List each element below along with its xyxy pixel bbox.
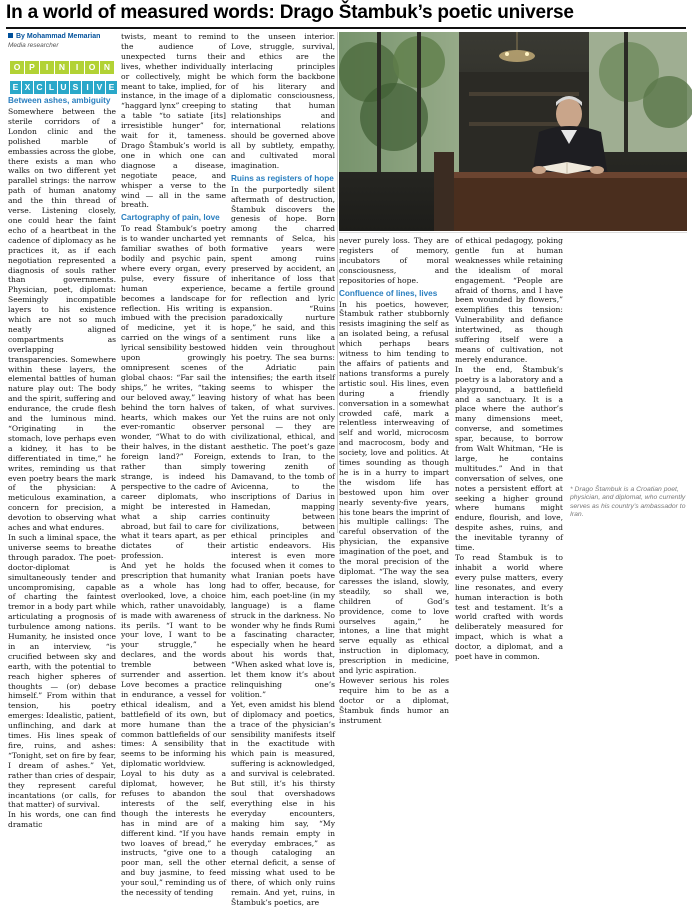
badge-letter: I	[70, 61, 84, 74]
badge-letter: I	[82, 81, 93, 94]
paragraph: In the end, Štambuk’s poetry is a laboratory and a playground, a battlefield and a sanctuary. It is a place where the author’s many dimensions meet, converse, and sometimes spar, because, to borrow from Walt Whitman, “He is large, he contains multitudes.” And in that conversation of selves, one notes a persistent effort at seeking a higher ground where humans might endure, flourish, and love, despite ashes, ruins, and the inevitable tyranny of time.	[455, 364, 563, 553]
paragraph: In his words, one can find dramatic	[8, 810, 116, 830]
paragraph: to the unseen interior. Love, struggle, survival, and ethics are the interlacing principles which form the backbone of his literary and diplomatic consciousness, stating that human relationships and international relations should be governed above all by subtlety, empathy, and cultivated moral imagination.	[231, 32, 335, 170]
paragraph: Somewhere between the sterile corridors of a London clinic and the polished marble of embassies across the globe, there exists a man who walks on two different yet parallel strings: the narrow path of human anatomy and the thin thread of verse. Listening closely, one could hear the faint echo of a heartbeat in the cadence of diplomacy as he practices it, as if each negotiation represented a diagnosis of souls rather than governments. Physician, poet, diplomat: Seemingly incompatible layers to his existence which are not so much neatly aligned compartments as overlapping transparencies. Somewhere within these layers, the elemental battles of human nature play out: The body and the spirit, suffering and endurance, the crude flesh and the luminous mind. “Originating in the stomach, love perhaps even a kidney, it has to be differentiated in time,” he writes, reminding us that even poetry bears the mark of the physician: A meticulous examination, a concern for precision, a devotion to observing what aches and what endures.	[8, 107, 116, 533]
badge-letter: C	[34, 81, 45, 94]
badge-letter: O	[10, 61, 24, 74]
badge-row-opinion	[10, 57, 120, 75]
paragraph: Yet, even amidst his blend of diplomacy and poetics, a trace of the physician’s sensibility manifests itself in the exactitude with which pain is measured, suffering is acknowledged, and survival is celebrated. But still, it’s his thirsty soul that overshadows everything else in his everyday encounters, making him say, “My hands remain empty in everyday embraces,” as though cataloging an eternal deficit, a sense of missing what used to be there, of which only ruins remain. And yet, ruins, in Štambuk’s poetics, are	[231, 699, 335, 907]
section-heading-cartography: Cartography of pain, love	[121, 213, 220, 223]
paragraph: However serious his roles require him to be as a doctor or a diplomat, Štambuk finds humor an instrument	[339, 675, 449, 725]
badge-letter: P	[25, 61, 39, 74]
paragraph: To read Štambuk is to inhabit a world where every pulse matters, every line resonates, and every human interaction is both test and testament. It’s a world crafted with words deliberately measured for impact, which is what a doctor, a diplomat, and a poet have in common.	[455, 553, 563, 662]
author-role: Media researcher	[8, 42, 59, 49]
column-6	[570, 236, 686, 481]
column-1	[8, 93, 116, 830]
badge-letter: O	[85, 61, 99, 74]
article-photo	[339, 32, 687, 231]
paragraph: In such a liminal space, the universe seems to breathe through paradox. The poet-doctor-diplomat is simultaneously tender and uncompromising, capable of charting the faintest tremor in a body part while articulating a prognosis of turbulence among nations. Humanity, he insisted once in an interview, “is crucified between sky and earth, with the potential to reach higher spheres of thoughts — (or) debase himself.” From within that tension, his poetry emerges: Idealistic, patient, unflinching, and dark at times. His lines speak of fire, ruins, and ashes: “Tonight, set on fire by fear, I dream of ashes.” Yet, rather than cries of despair, they represent careful incantations (or calls, for that matter) of survival.	[8, 532, 116, 810]
paragraph: of ethical pedagogy, poking gentle fun at human weaknesses while retaining the idealism of moral engagement. “People are afraid of thorns, and I have been wounded by flowers,” exemplifies this tension: Vulnerability and defiance intertwined, as though suffering itself were a means of cultivation, not merely endurance.	[455, 236, 563, 364]
badge-letter: N	[100, 61, 114, 74]
column-2	[121, 32, 226, 898]
photo-rule	[339, 232, 687, 233]
paragraph: And yet he holds the prescription that humanity as a whole has long overlooked, love, a choice which, rather unavoidably, is made with awareness of its perils. “I want to be your love, I want to be your struggle,” he declares, and the words tremble between surrender and assertion. Love becomes a practice in endurance, a vessel for ethical idealism, and a battlefield of its own, but more humane than the common battlefields of our times: A sensibility that seems to be informing his diplomatic worldview.	[121, 561, 226, 769]
column-4	[339, 236, 450, 725]
article-headline: In a world of measured words: Drago Štambuk’s poetic universe	[6, 2, 574, 23]
author-note: * Drago Štambuk is a Croatian poet, physician, and diplomat, who currently serves as his country’s ambassador to Iran.	[570, 486, 686, 518]
badge-letter: N	[55, 61, 69, 74]
section-heading-ashes: Between ashes, ambiguity	[8, 96, 111, 105]
opinion-exclusive-badge	[10, 57, 120, 92]
paragraph: never purely loss. They are registers of memory, incubators of moral consciousness, and repositories of hope.	[339, 236, 449, 285]
badge-letter: V	[94, 81, 105, 94]
poet-reading-photo-icon	[339, 32, 687, 231]
column-5	[455, 236, 563, 662]
section-heading-ruins: Ruins as registers of hope	[231, 173, 334, 183]
column-divider	[337, 32, 338, 533]
badge-letter: E	[106, 81, 117, 94]
badge-letter: S	[70, 81, 81, 94]
badge-letter: X	[22, 81, 33, 94]
author-name: By Mohammad Memarian	[16, 33, 101, 40]
badge-letter: U	[58, 81, 69, 94]
byline-square-icon	[8, 33, 13, 38]
headline-rule	[6, 27, 686, 29]
paragraph: In the purportedly silent aftermath of destruction, Štambuk discovers the genesis of hope. Born among the charred remnants of Selca, his formative years were spent among ruins preserved by accident, an inheritance of loss that became a fertile ground for reflection and lyric expansion. “Ruins paradoxically nurture hope,” he said, and this sentiment runs like a hidden vein throughout his poetry. The sea burns: the Adriatic pain intensifies; the earth itself seems to whisper the history of what has been taken, of what survives. Yet the ruins are not only personal — they are civilizational, ethical, and aesthetic. The poet’s gaze extends to Iran, to the towering zenith of Damavand, to the tomb of Avicenna, to the inscriptions of Darius in Hamedan, mapping continuity between civilizations, between ethical principles and artistic endeavors. His interest is even more focused when it comes to what Iranian poets have had to offer, because, for him, each poet-line (in my language) is a flame struck in the darkness. No wonder why he finds Rumi a fascinating character, especially when he heard about his words that, “When asked what love is, let them know it’s about relinquishing one’s volition.”	[231, 184, 335, 699]
badge-letter: E	[10, 81, 21, 94]
paragraph: Loyal to his duty as a diplomat, however, he refuses to abandon the interests of the self, though the interests he has in mind are of a different kind. “If you have two loaves of bread,” he instructs, “give one to a poor man, sell the other and buy jasmine, to feed your soul,” reminding us of the necessity of tending	[121, 769, 226, 898]
badge-letter: L	[46, 81, 57, 94]
badge-letter: I	[40, 61, 54, 74]
paragraph: In his poetics, however, Štambuk rather stubbornly resists imagining the self as an isolated being, a refusal which perhaps bears witness to him tending to the affairs of patients and nations transforms a purely artistic soul. His lines, even during a friendly conversation in a somewhat crowded café, mark a relentless interweaving of self and world, microcosm and macrocosm, body and society, love and politics. At times sounding as though he is in a hurry to impart the wisdom life has bestowed upon him over nearly seventy-five years, his tone bears the imprint of his multiple callings: The careful observation of the physician, the expansive imagination of the poet, and the moral precision of the diplomat. “The way the sea caresses the island, slowly, steadily, so shall we, children of God’s providence, come to love ourselves again,” he intones, a line that might serve equally as ethical instruction in diplomacy, prescription in medicine, and lyric aspiration.	[339, 299, 450, 676]
paragraph: To read Štambuk’s poetry is to wander uncharted yet familiar swathes of both bodily and psychic pain, where every organ, every pulse, every fissure of human experience, becomes a landscape for reflection. His writing is imbued with the precision of medicine, yet it is carried on the wings of a lyrical sensibility bestowed upon growingly omnipresent scenes of global chaos: “Far sail the ships,” he writes, “taking our beloved away,” leaving behind the torn halves of hearts, which makes our ever-romantic observer wonder, “What to do with their halves, in the distant foreign land?” Foreign, rather than simply strange, is indeed his perspective to the cadre of career diplomats, who might be interested in what a ship carries abroad, but fail to care for what it tears apart, as per dictates of their profession.	[121, 224, 226, 561]
section-heading-confluence: Confluence of lines, lives	[339, 288, 438, 298]
column-3	[231, 32, 335, 907]
paragraph: twists, meant to remind the audience of unexpected turns their lives, whether individually or collectively, might be meant to take, implied, for instance, in the image of a “haggard lynx” creeping to a table “to satiate [its] irresistible hunger” for, wait for it, tameness. Drago Štambuk’s world is one in which one can diagnose a disease, negotiate peace, and whisper a verse to the wind — all in the same breath.	[121, 32, 226, 210]
